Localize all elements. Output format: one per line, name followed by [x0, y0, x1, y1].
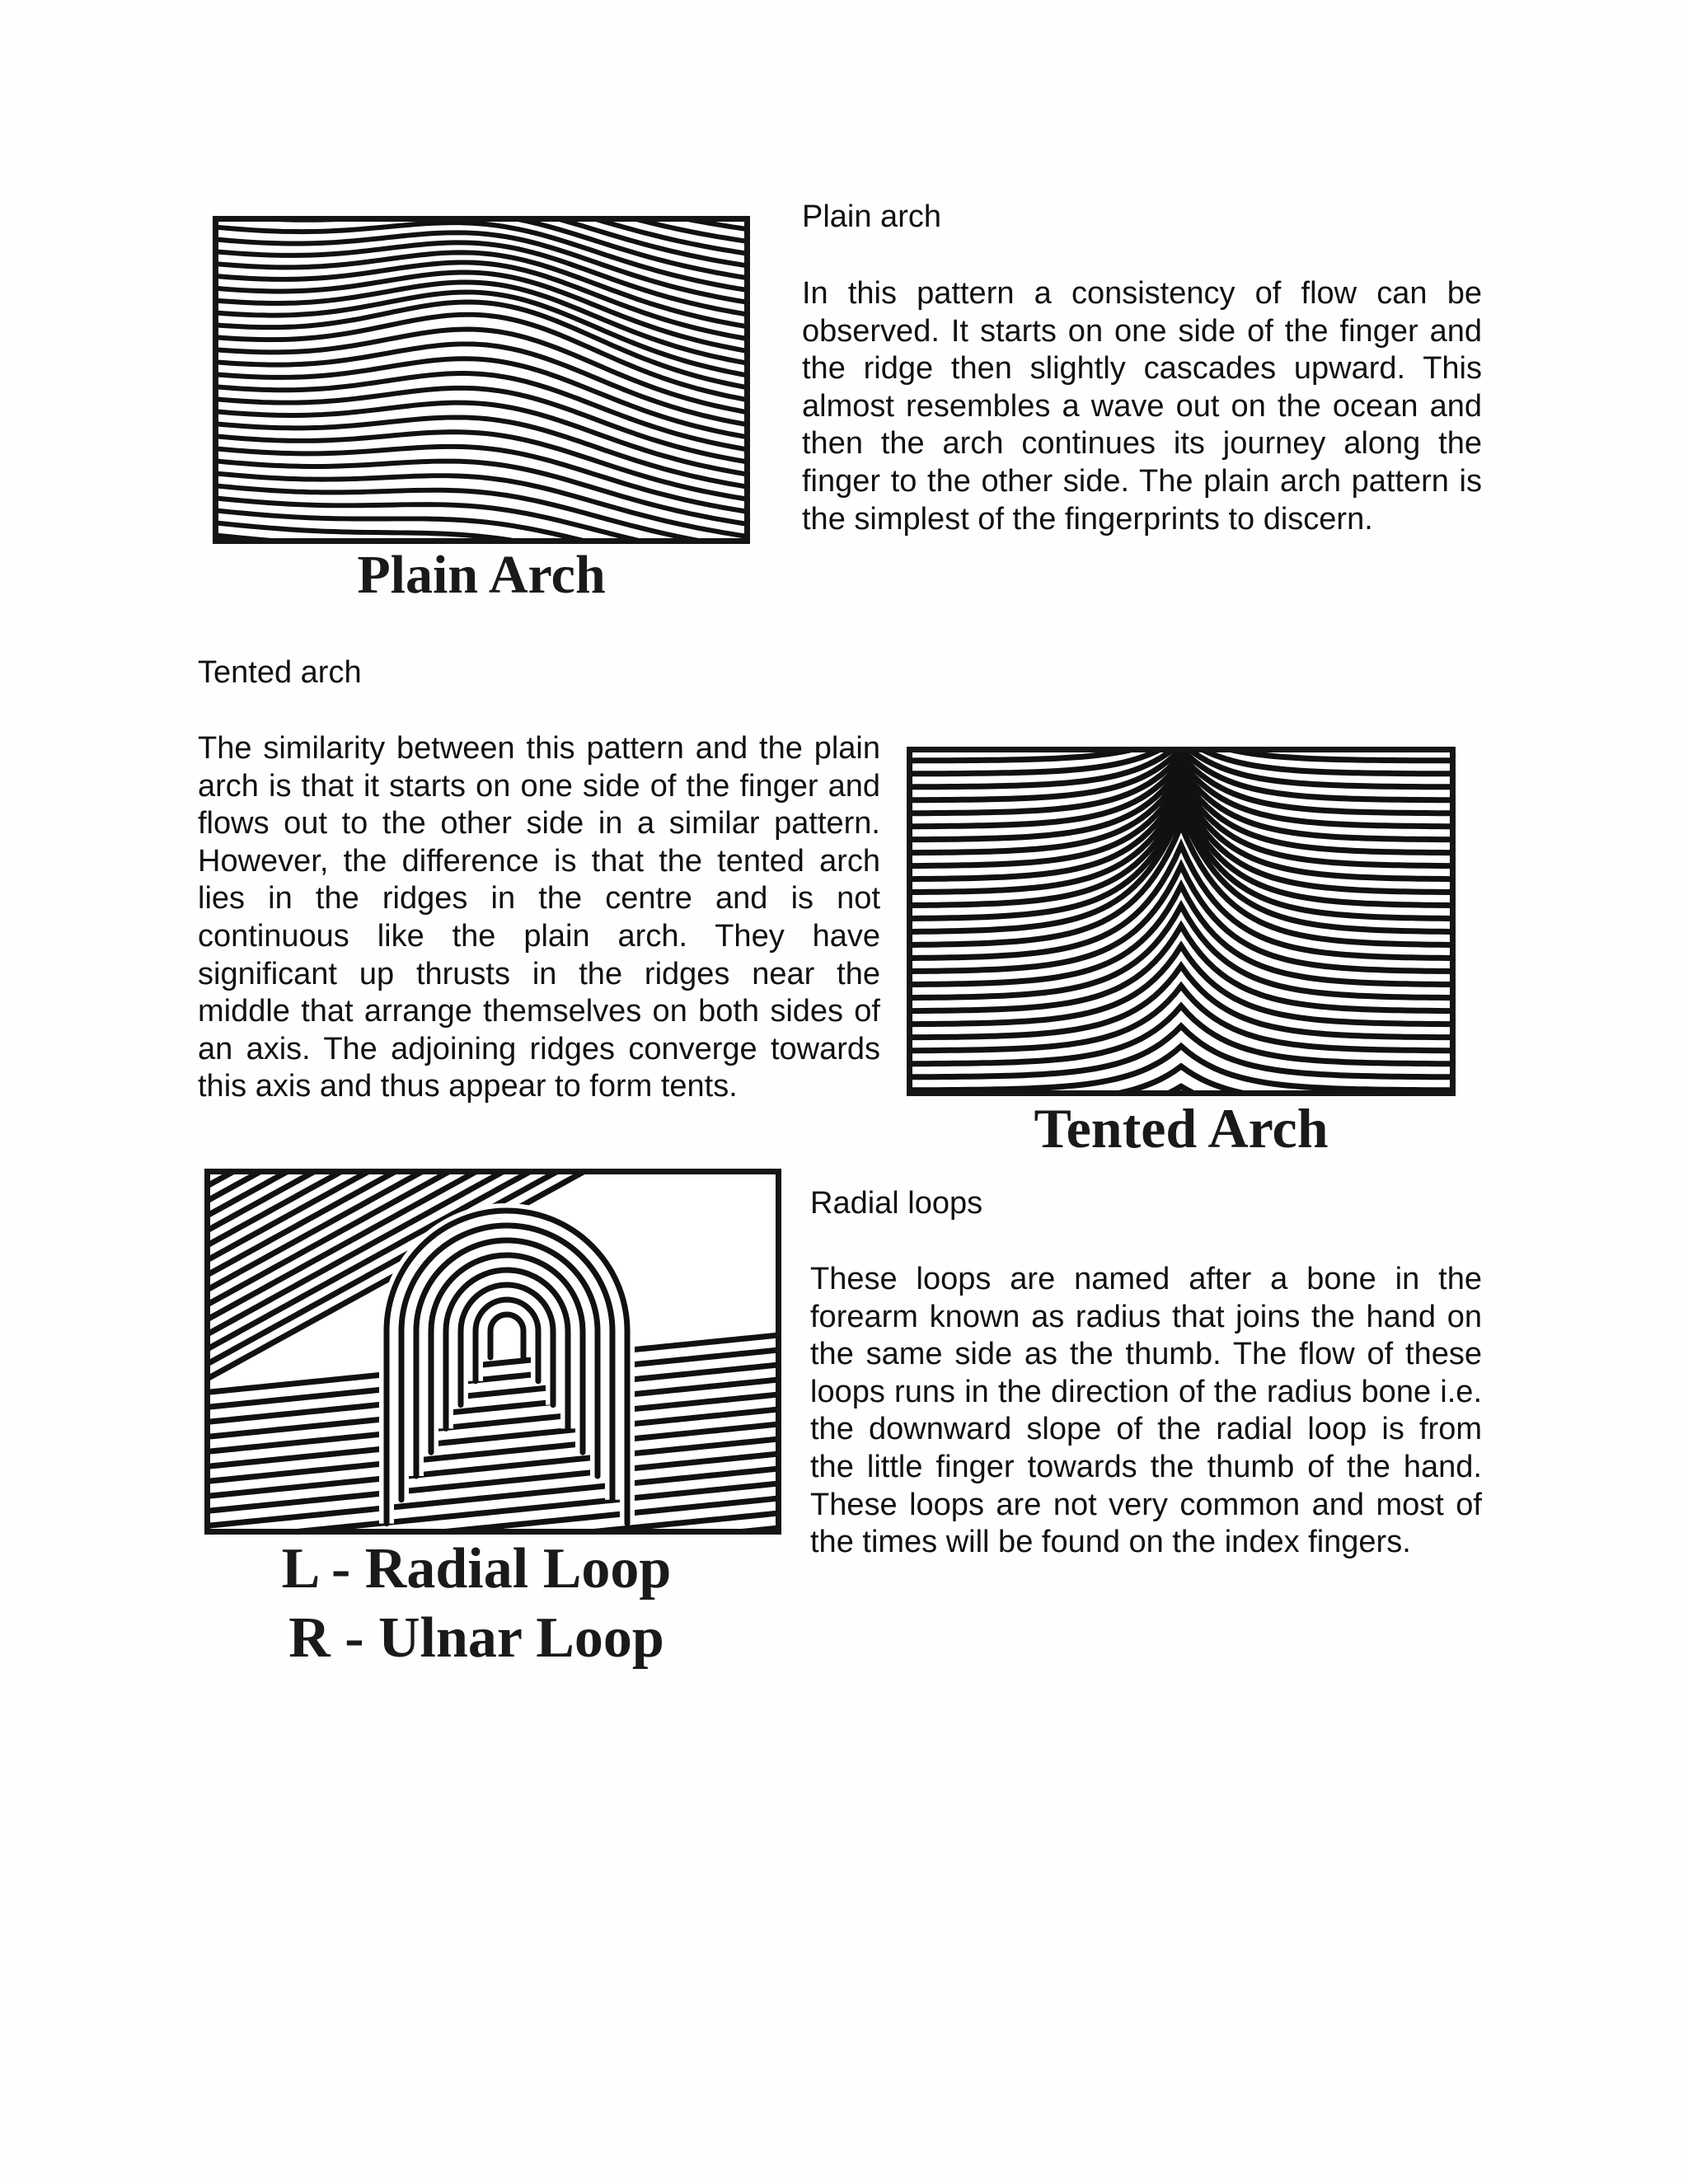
radial-loop-fingerprint-pattern: [210, 1174, 776, 1529]
plain-arch-heading: Plain arch: [802, 199, 941, 234]
loop-caption-radial: L - Radial Loop: [281, 1537, 672, 1601]
radial-loop-image: [204, 1169, 781, 1535]
plain-arch-caption: Plain Arch: [357, 545, 606, 605]
tented-arch-fingerprint-pattern: [912, 752, 1450, 1090]
loop-caption-ulnar: R - Ulnar Loop: [288, 1606, 664, 1670]
radial-loops-description: These loops are named after a bone in the forearm known as radius that joins the hand on the same side as the thumb. The flow of these loops runs in the direction of the radius bone i.e. the downward slope of the radial loop is from the little finger towards the thumb of the hand. These loops are not very common and most of the times will be found on the index fingers.: [810, 1262, 1482, 1560]
tented-arch-description: The similarity between this pattern and the plain arch is that it starts on one side of the finger and flows out to the other side in a similar pattern. However, the difference is that the tented arch lies in the ridges in the centre and is not continuous like the plain arch. They have significant up thrusts in the ridges near the middle that arrange themselves on both sides of an axis. The adjoining ridges converge towards this axis and thus appear to form tents.: [198, 731, 880, 1104]
tented-arch-image: [907, 747, 1456, 1096]
plain-arch-image: [213, 216, 750, 544]
tented-arch-caption: Tented Arch: [1034, 1097, 1329, 1160]
plain-arch-description: In this pattern a consistency of flow can be observed. It starts on one side of the finger and the ridge then slightly cascades upward. This almost resembles a wave out on the ocean and then the arch continues its journey along the finger to the other side. The plain arch pattern is the simplest of the fingerprints to discern.: [802, 276, 1482, 537]
plain-arch-fingerprint-pattern: [218, 222, 744, 538]
radial-loops-heading: Radial loops: [810, 1186, 983, 1221]
tented-arch-heading: Tented arch: [198, 655, 362, 690]
